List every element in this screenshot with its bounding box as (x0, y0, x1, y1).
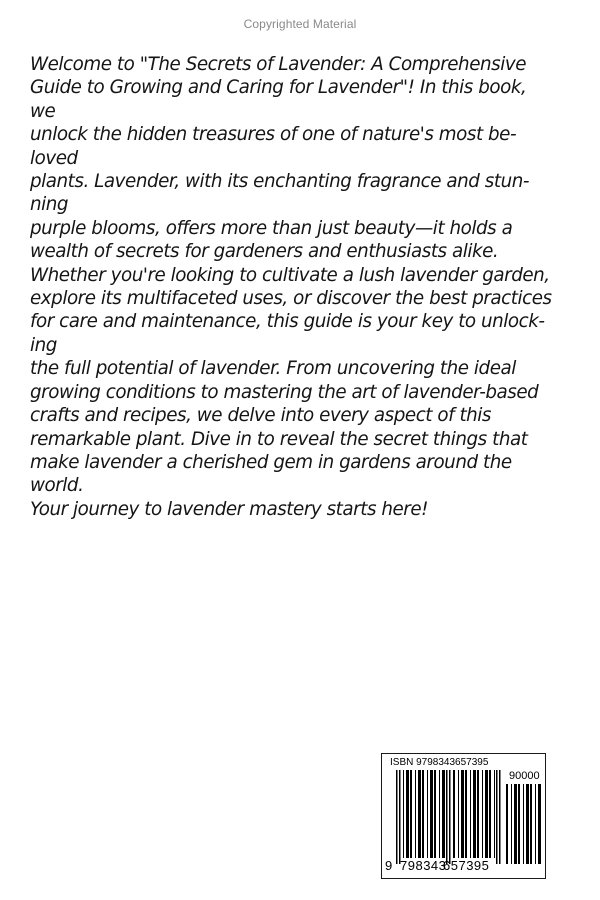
blurb-line: Welcome to "The Secrets of Lavender: A Comprehensive (30, 54, 527, 75)
barcode-bar (453, 770, 455, 858)
back-cover-blurb (30, 53, 575, 521)
barcode-addon-bar (535, 784, 536, 864)
barcode-digit-first: 9 (385, 858, 393, 873)
barcode-addon-bar (506, 784, 508, 864)
barcode-bar (403, 770, 404, 858)
barcode-bar (465, 770, 467, 858)
barcode-bar (489, 770, 491, 858)
isbn-barcode-block (381, 753, 546, 879)
blurb-line: loved (30, 147, 78, 169)
barcode-bar (439, 770, 440, 858)
barcode-bar (410, 770, 412, 858)
blurb-line: we (30, 100, 56, 122)
blurb-line: the full potential of lavender. From uncovering the ideal (30, 358, 516, 380)
blurb-line: wealth of secrets for gardeners and enthusiasts alike. (30, 241, 499, 263)
isbn-label: ISBN 9798343657395 (390, 757, 489, 768)
copyright-watermark-top: Copyrighted Material (243, 17, 357, 31)
barcode-bar (473, 770, 476, 858)
blurb-line: Guide to Growing and Caring for Lavender"! In this book, (30, 77, 527, 99)
price-code: 90000 (509, 770, 540, 782)
barcode-addon-bar (511, 784, 512, 864)
barcode-guard-bar (449, 770, 451, 864)
blurb-line: plants. Lavender, with its enchanting fragrance and stun- (30, 171, 530, 193)
blurb-line: ning (30, 194, 69, 216)
blurb-line: for care and maintenance, this guide is your key to unlock- (30, 311, 545, 333)
barcode-addon-bar (518, 784, 520, 864)
barcode-bar (434, 770, 436, 858)
blurb-line: remarkable plant. Dive in to reveal the secret things that (30, 428, 528, 450)
barcode-bar (494, 770, 495, 858)
barcode-bar (461, 770, 464, 858)
barcode-addon-bar (526, 784, 529, 864)
barcode-guard-bar (446, 770, 448, 864)
blurb-line: growing conditions to mastering the art of lavender-based (30, 381, 539, 403)
blurb-line: world. (30, 475, 84, 497)
barcode-addon-bar (530, 784, 532, 864)
barcode-bar (406, 770, 409, 858)
barcode-bar (427, 770, 428, 858)
barcode-bar (418, 770, 421, 858)
barcode-bar (470, 770, 471, 858)
blurb-line: Your journey to lavender mastery starts here! (30, 498, 429, 520)
blurb-line: ing (30, 334, 57, 356)
blurb-line: explore its multifaceted uses, or discover the best practices (30, 288, 552, 310)
barcode-bar (482, 770, 483, 858)
barcode-digits-left: 798343 (400, 858, 447, 873)
barcode-addon-bar (538, 784, 541, 864)
barcode-guard-bar (396, 770, 398, 864)
barcode-digits-right: 657395 (443, 858, 490, 873)
barcode-bar (485, 770, 488, 858)
barcode-addon-bar (514, 784, 517, 864)
blurb-line: purple blooms, offers more than just beauty—it holds a (30, 217, 513, 239)
barcode-bar (477, 770, 479, 858)
barcode-bar (458, 770, 459, 858)
barcode-bar (430, 770, 433, 858)
barcode-bar (415, 770, 416, 858)
barcode-bar (422, 770, 424, 858)
blurb-line: unlock the hidden treasures of one of nature's most be- (30, 124, 517, 146)
blurb-line: crafts and recipes, we delve into every aspect of this (30, 405, 492, 427)
blurb-line: make lavender a cherished gem in gardens around the (30, 451, 512, 473)
barcode-addon-bar (523, 784, 524, 864)
barcode-guard-bar (496, 770, 498, 864)
blurb-line: Whether you're looking to cultivate a lush lavender garden, (30, 264, 550, 286)
barcode-guard-bar (399, 770, 401, 864)
barcode-bar (442, 770, 445, 858)
barcode-guard-bar (499, 770, 501, 864)
